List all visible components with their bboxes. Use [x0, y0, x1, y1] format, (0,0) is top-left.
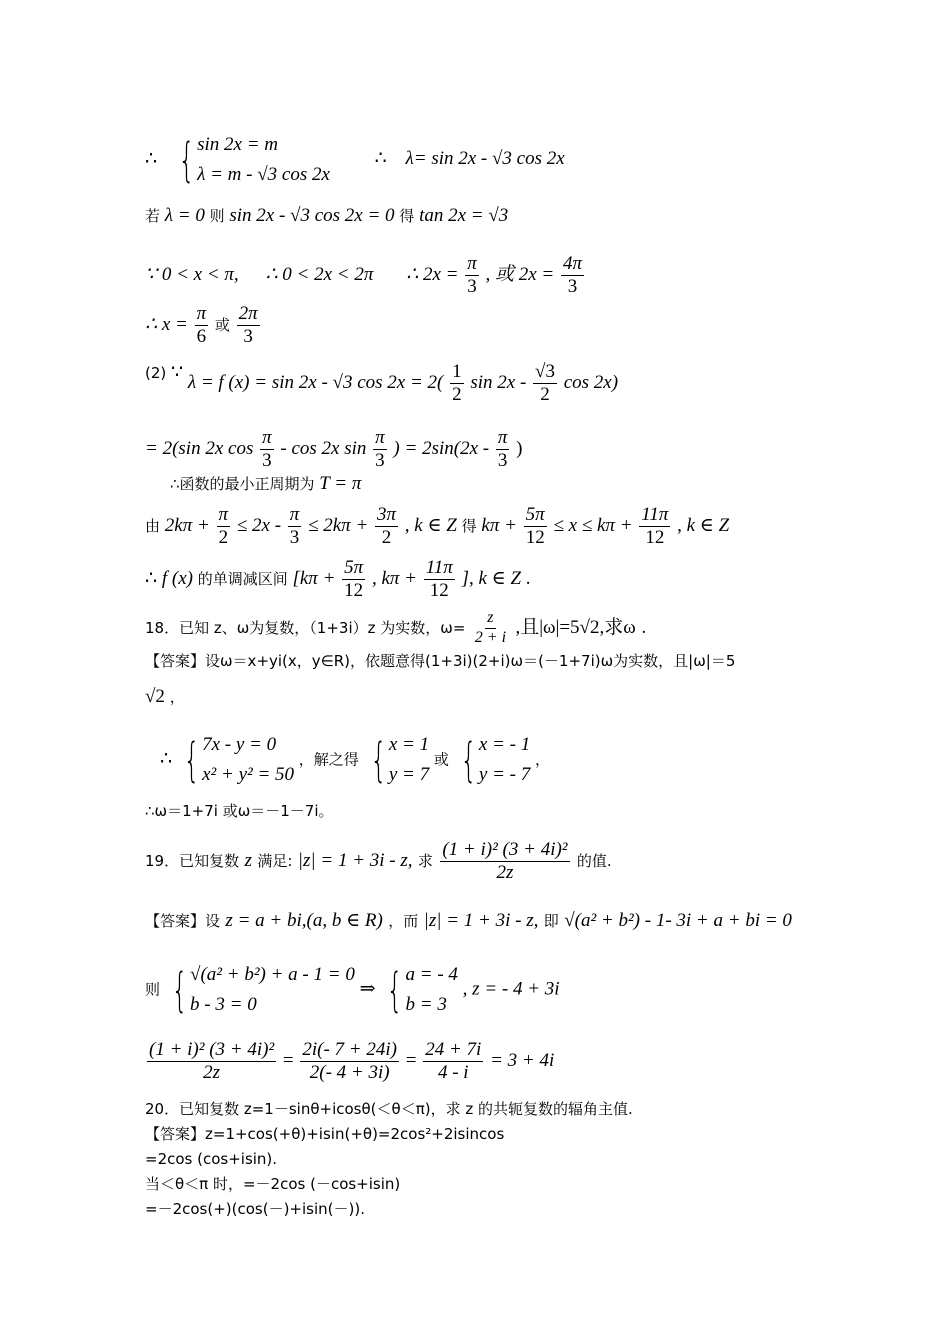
equation: √(a² + b²) - 1- 3i + a + bi = 0: [564, 910, 792, 931]
equation: tan 2x = √3: [419, 205, 509, 226]
fraction: $\frac{\text{(1 + i)² (3 + 4i)²}}{2z}$: [442, 839, 568, 883]
fraction: $\frac{11\pi}{12}$: [425, 557, 453, 601]
text: ，: [534, 750, 550, 769]
text: 满足:: [257, 851, 293, 870]
equation: T = π: [319, 473, 362, 494]
fraction: $\frac{4\pi}{3}$: [563, 253, 583, 297]
implies: ⇒: [359, 978, 376, 1000]
text: 得: [461, 516, 477, 535]
fraction: $\frac{2\pi}{3}$: [238, 303, 258, 347]
answer-18-line-2: [145, 686, 185, 708]
equation-system-3: { x = 1 y = 7: [370, 733, 430, 787]
fraction: $\frac{\pi}{3}$: [262, 427, 272, 471]
text: 由: [145, 516, 161, 535]
line-6: [145, 428, 522, 471]
fraction: $\frac{2i(- 7 + 24i)}{2(- 4 + 3i)}$: [302, 1039, 397, 1083]
question-18: [145, 610, 647, 647]
text: (2): [145, 364, 167, 382]
fraction: $\frac{5\pi}{12}$: [344, 557, 364, 601]
period: .: [525, 567, 531, 589]
equation: √2: [145, 686, 165, 707]
equation-system-4: { x = - 1 y = - 7: [460, 733, 531, 787]
fraction: $\frac{5\pi}{12}$: [525, 504, 545, 548]
equation: ) = 2sin(2x -: [393, 437, 490, 459]
equation: ≤ 2x -: [236, 514, 282, 536]
answer-text: 当＜θ＜π 时，=－2cos (－cos+isin): [145, 1175, 401, 1193]
equation: = 3 + 4i: [490, 1049, 555, 1071]
answer-text: =－2cos(+)(cos(－)+isin(－)).: [145, 1200, 365, 1218]
text: 则: [145, 980, 161, 999]
answer-text: =2cos (cos+isin).: [145, 1150, 278, 1168]
equation: , z = - 4 + 3i: [462, 978, 560, 1000]
answer-18-line-4: [145, 800, 334, 822]
equation: , k ∈ Z: [677, 514, 730, 536]
therefore: ∴: [145, 567, 158, 589]
equals: =: [405, 1049, 417, 1071]
equation: λ= sin 2x - √3 cos 2x: [405, 148, 565, 170]
equation-system-6: { a = - 4 b = 3: [386, 963, 458, 1017]
equation: = 2(sin 2x cos: [145, 437, 254, 459]
answer-20-line-4: [145, 1198, 365, 1220]
equation: sin 2x - √3 cos 2x = 0: [229, 205, 395, 226]
text: 得: [399, 207, 415, 225]
equation: ∵ 0 < x < π,: [145, 263, 239, 285]
equation: ,且|ω|=5√2,求ω: [515, 616, 636, 638]
therefore: ∴: [374, 148, 387, 170]
answer-19-line-2: [145, 960, 560, 1020]
text: 即: [543, 912, 559, 930]
therefore: ∴: [160, 748, 173, 770]
answer-18-line-3: [160, 730, 550, 790]
fraction: $\frac{\text{(1 + i)² (3 + 4i)²}}{2z}$: [149, 1039, 275, 1083]
equation: ≤ x ≤ kπ +: [553, 514, 633, 536]
line-2: [145, 205, 508, 227]
line-5: [145, 362, 618, 405]
line-4: [145, 304, 262, 347]
line-3: [145, 254, 586, 297]
equation-system-2: { 7x - y = 0 x² + y² = 50: [183, 733, 295, 787]
text: 的单调减区间: [197, 569, 288, 588]
equation-system-1: [172, 130, 330, 190]
fraction: $\frac{\pi}{2}$: [218, 504, 229, 548]
equation: , kπ +: [371, 567, 417, 589]
answer-20-line-3: [145, 1173, 400, 1195]
system-row: λ = m - √3 cos 2x: [197, 164, 330, 185]
fraction: $\frac{3\pi}{2}$: [377, 504, 397, 548]
system-row: sin 2x = m: [197, 134, 279, 155]
fraction: $\frac{\pi}{3}$: [467, 253, 477, 297]
equation: z: [244, 849, 252, 871]
answer-text: 【答案】设: [145, 912, 221, 930]
question-text: 18．已知 z、ω为复数，（1+3i）z 为实数，ω=: [145, 618, 466, 637]
text: ，而: [388, 912, 419, 930]
equation: , 或 2x =: [485, 263, 555, 285]
text: 求: [417, 851, 433, 870]
equation: z = a + bi,(a, b ∈ R): [225, 910, 383, 931]
period: .: [641, 617, 647, 638]
text: 或: [433, 750, 449, 769]
line-9: [145, 558, 531, 601]
equation: , k ∈ Z: [404, 514, 457, 536]
text: 则: [209, 207, 225, 225]
fraction: $\frac{\pi}{3}$: [289, 504, 300, 548]
answer-text: 【答案】设ω＝x+yi(x，y∈R)，依题意得(1+3i)(2+i)ω＝(－1+7i)ω为实数，且|ω|＝5: [145, 652, 736, 670]
equation: kπ +: [481, 514, 517, 536]
fraction: $\frac{z}{2 + i}$: [474, 609, 507, 646]
fraction: $\frac{24 + 7i}{4 - i}$: [425, 1039, 482, 1083]
answer-text: 【答案】z=1+cos(+θ)+isin(+θ)=2cos²+2isincos: [145, 1125, 505, 1143]
answer-19-line-1: [145, 910, 792, 932]
text: ，解之得: [298, 750, 359, 769]
equation: |z| = 1 + 3i - z,: [423, 910, 539, 931]
brace: {: [178, 133, 195, 187]
fraction: $\frac{\pi}{3}$: [497, 427, 508, 471]
equation: ∴ 2x =: [406, 263, 459, 285]
text: 的值.: [576, 851, 612, 870]
equation: - cos 2x sin: [280, 437, 367, 459]
equation: 2kπ +: [164, 514, 210, 536]
equals: =: [282, 1049, 294, 1071]
because: ∵: [171, 362, 184, 383]
equation: |z| = 1 + 3i - z,: [297, 849, 413, 871]
text: ∴函数的最小正周期为: [170, 475, 315, 493]
answer-20-line-1: [145, 1123, 504, 1145]
equation: sin 2x -: [470, 371, 527, 393]
text: 或: [214, 315, 230, 334]
question-text: 20．已知复数 z=1－sinθ+icosθ(＜θ＜π)，求 z 的共轭复数的辐角主值.: [145, 1100, 633, 1118]
question-20: [145, 1098, 633, 1120]
question-19: [145, 840, 612, 883]
question-text: 19．已知复数: [145, 851, 240, 870]
therefore: ∴: [145, 148, 158, 170]
fraction: $\frac{\pi}{3}$: [375, 427, 385, 471]
answer-text: ∴ω＝1+7i 或ω＝－1－7i。: [145, 802, 334, 820]
equation: ≤ 2kπ +: [308, 514, 369, 536]
answer-18-line-1: [145, 650, 735, 672]
fraction: $\frac{11\pi}{12}$: [641, 504, 669, 548]
line-1: [145, 130, 565, 190]
equation: ∴ 0 < 2x < 2π: [265, 263, 374, 285]
equation: f (x): [161, 567, 193, 589]
equation: ], k ∈ Z: [461, 567, 522, 589]
equation-system-5: { √(a² + b²) + a - 1 = 0 b - 3 = 0: [171, 963, 355, 1017]
fraction: $\frac{1}{2}$: [452, 361, 462, 405]
equation: λ = f (x) = sin 2x - √3 cos 2x = 2(: [187, 371, 444, 393]
line-7: [170, 473, 361, 495]
equation: ): [516, 437, 523, 459]
line-8: [145, 505, 729, 548]
equation: [kπ +: [292, 567, 336, 589]
equation: λ = 0: [164, 205, 205, 226]
text: 若: [145, 207, 161, 225]
equation: cos 2x): [563, 371, 619, 393]
fraction: $\frac{\pi}{6}$: [196, 303, 207, 347]
fraction: $\frac{√3}{2}$: [535, 361, 555, 405]
equation: ∴ x =: [145, 313, 188, 335]
answer-19-line-3: [145, 1040, 554, 1083]
answer-20-line-2: [145, 1148, 277, 1170]
text: ，: [169, 688, 185, 706]
